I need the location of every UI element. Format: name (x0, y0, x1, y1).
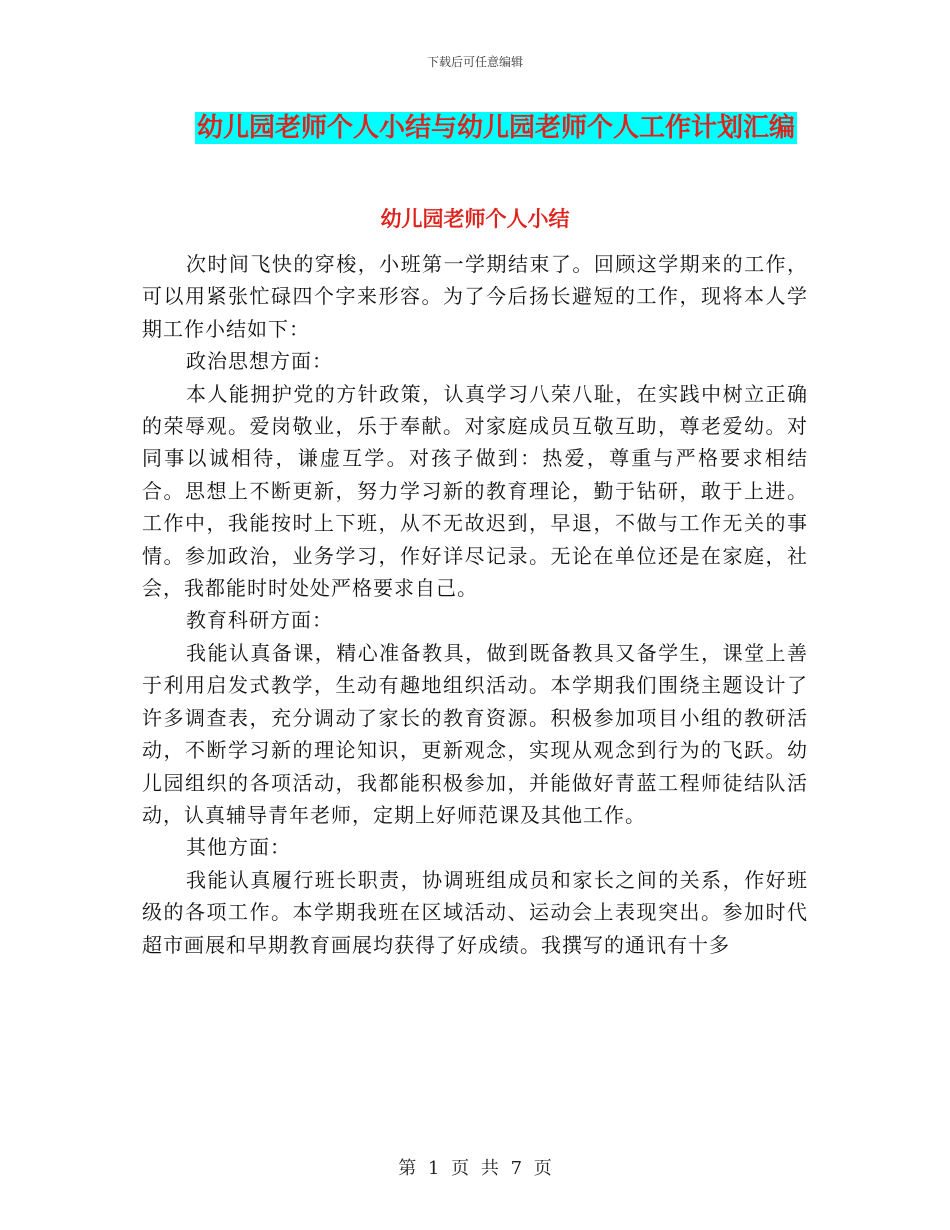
section-heading-politics: 政治思想方面： (186, 349, 333, 374)
page-footer: 第 1 页 共 7 页 (398, 1158, 552, 1179)
header-note: 下载后可任意编辑 (426, 55, 523, 69)
body-text (142, 248, 808, 961)
education-paragraph: 我能认真备课，精心准备教具，做到既备教具又备学生，课堂上善于利用启发式教学，生动有趣地组织活动。本学期我们围绕主题设计了许多调查表，充分调动了家长的教育资源。积极参加项目小组的教研活动，不断学习新的理论知识，更新观念，实现从观念到行为的飞跃。幼儿园组织的各项活动，我都能积极参加，并能做好青蓝工程师徒结队活动，认真辅导青年老师，定期上好师范课及其他工作。 (142, 640, 808, 827)
section-heading-other: 其他方面： (186, 835, 291, 860)
intro-paragraph: 次时间飞快的穿梭，小班第一学期结束了。回顾这学期来的工作，可以用紧张忙碌四个字来形容。为了今后扬长避短的工作，现将本人学期工作小结如下： (142, 252, 808, 341)
politics-paragraph: 本人能拥护党的方针政策，认真学习八荣八耻，在实践中树立正确的荣辱观。爱岗敬业，乐于奉献。对家庭成员互敬互助，尊老爱幼。对同事以诚相待，谦虚互学。对孩子做到：热爱，尊重与严格要求相结合。思想上不断更新，努力学习新的教育理论，勤于钻研，敢于上进。工作中，我能按时上下班，从不无故迟到，早退，不做与工作无关的事情。参加政治，业务学习，作好详尽记录。无论在单位还是在家庭，社会，我都能时时处处严格要求自己。 (142, 381, 808, 601)
section-heading-education: 教育科研方面： (186, 608, 333, 633)
document-title: 幼儿园老师个人小结与幼儿园老师个人工作计划汇编 (197, 113, 796, 143)
other-paragraph: 我能认真履行班长职责，协调班组成员和家长之间的关系，作好班级的各项工作。本学期我班在区域活动、运动会上表现突出。参加时代超市画展和早期教育画展均获得了好成绩。我撰写的通讯有十多 (142, 867, 808, 957)
section-title: 幼儿园老师个人小结 (380, 207, 570, 231)
